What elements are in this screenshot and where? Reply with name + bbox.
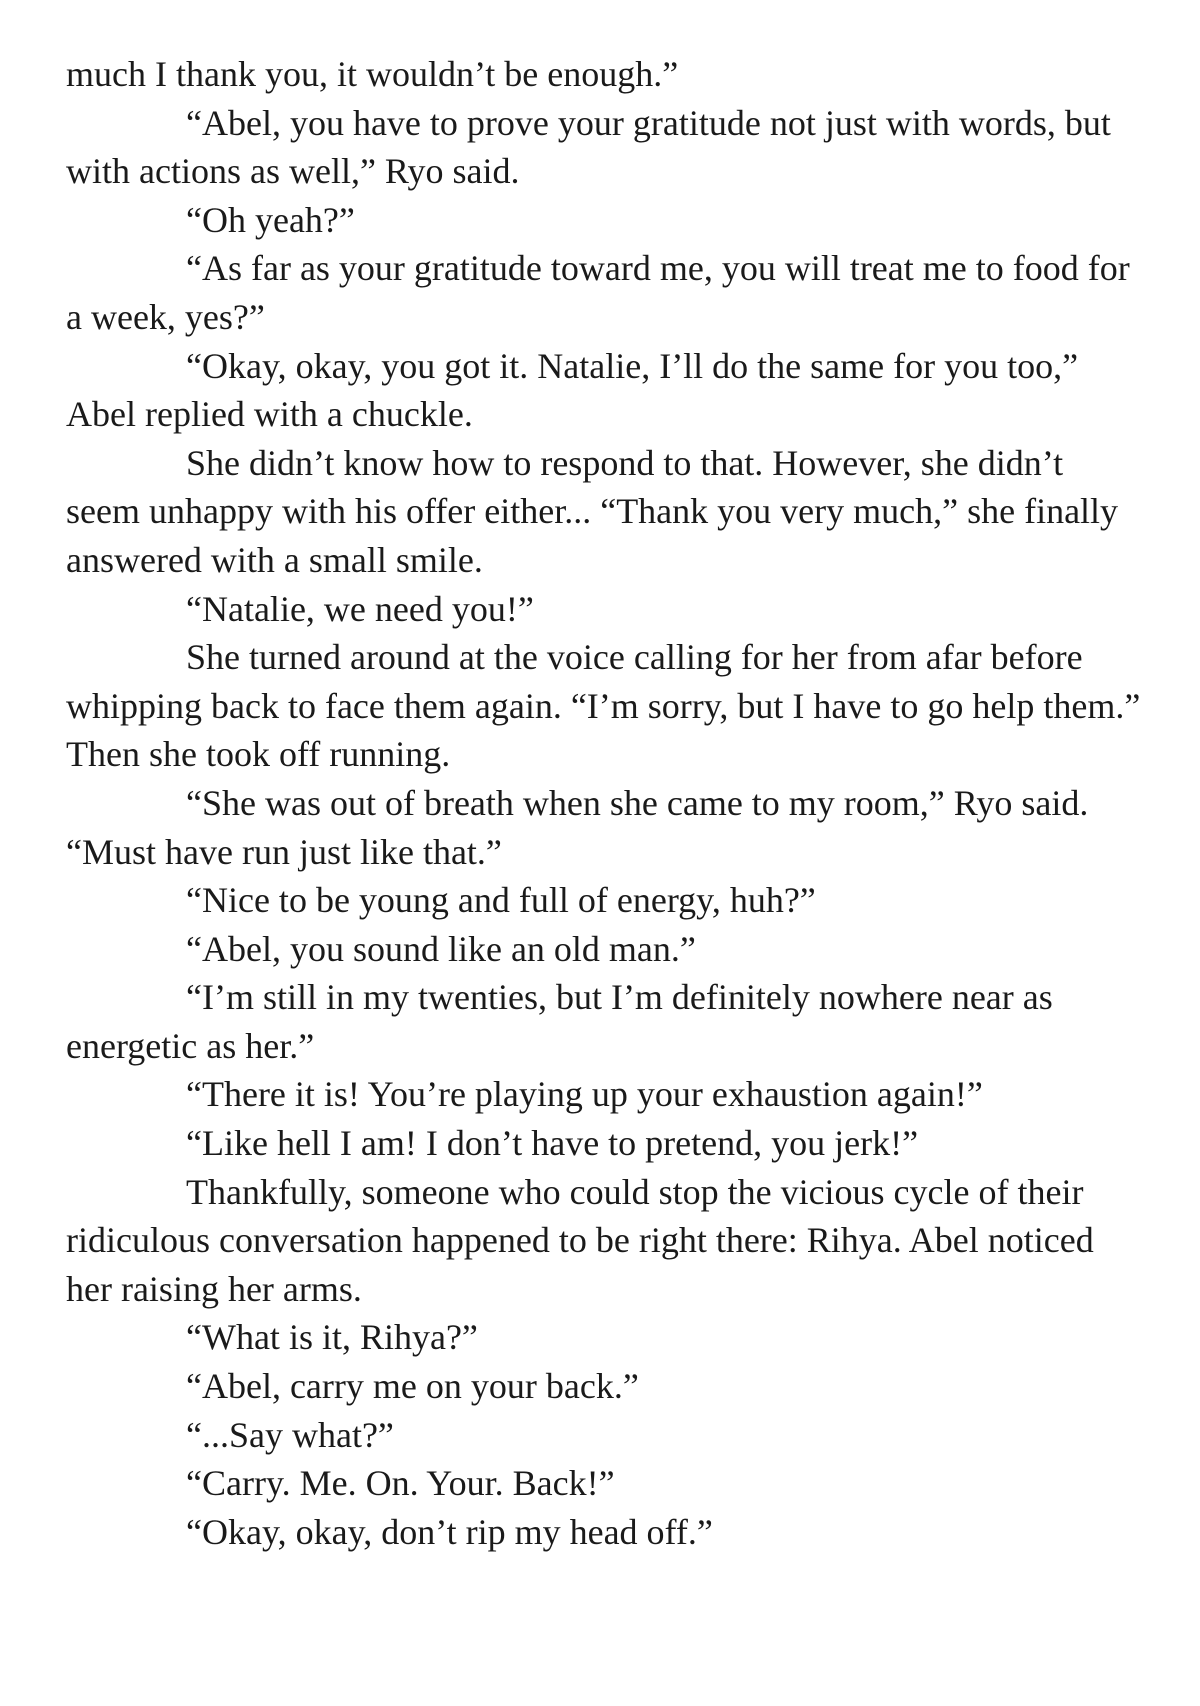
- paragraph-7: “Natalie, we need you!”: [186, 588, 534, 629]
- paragraph-13: “There it is! You’re playing up your exhaustion again!”: [186, 1074, 983, 1115]
- paragraph-3: “Oh yeah?”: [186, 199, 355, 240]
- paragraph-15: Thankfully, someone who could stop the vicious cycle of their ridiculous conversation happened to be right there: Rihya. Abel noticed her raising her arms.: [66, 1171, 1094, 1309]
- paragraph-12: “I’m still in my twenties, but I’m definitely nowhere near as energetic as her.”: [66, 977, 1053, 1066]
- page-body: [66, 50, 1146, 1556]
- paragraph-17: “Abel, carry me on your back.”: [186, 1366, 639, 1407]
- paragraph-10: “Nice to be young and full of energy, huh?”: [186, 880, 816, 921]
- paragraph-11: “Abel, you sound like an old man.”: [186, 928, 696, 969]
- paragraph-16: “What is it, Rihya?”: [186, 1317, 478, 1358]
- paragraph-5: “Okay, okay, you got it. Natalie, I’ll do the same for you too,” Abel replied with a chuckle.: [66, 345, 1079, 435]
- paragraph-18: “...Say what?”: [186, 1414, 394, 1455]
- paragraph-1: much I thank you, it wouldn’t be enough.”: [66, 54, 679, 94]
- paragraph-14: “Like hell I am! I don’t have to pretend, you jerk!”: [186, 1123, 919, 1164]
- paragraph-9: “She was out of breath when she came to my room,” Ryo said. “Must have run just like that.”: [66, 782, 1089, 872]
- paragraph-2: “Abel, you have to prove your gratitude not just with words, but with actions as well,” Ryo said.: [66, 102, 1111, 192]
- paragraph-4: “As far as your gratitude toward me, you will treat me to food for a week, yes?”: [66, 248, 1130, 337]
- paragraph-8: She turned around at the voice calling for her from afar before whipping back to face them again. “I’m sorry, but I have to go help them.” Then she took off running.: [66, 637, 1141, 775]
- paragraph-20: “Okay, okay, don’t rip my head off.”: [186, 1511, 713, 1552]
- paragraph-19: “Carry. Me. On. Your. Back!”: [186, 1463, 615, 1504]
- paragraph-6: She didn’t know how to respond to that. However, she didn’t seem unhappy with his offer either... “Thank you very much,” she finally answered with a small smile.: [66, 442, 1119, 580]
